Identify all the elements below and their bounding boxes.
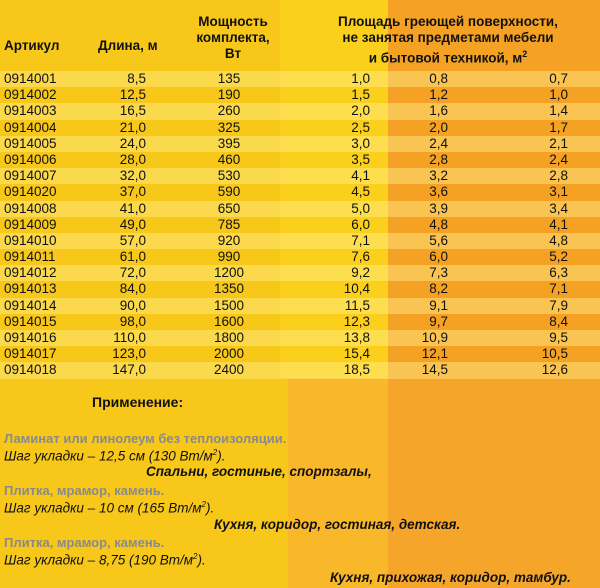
table-row [0,87,600,103]
step-end: ). [217,448,226,464]
cell-article: 0914006 [4,151,57,167]
lower-band [288,378,388,588]
cell-area-1: 9,2 [351,265,370,281]
lower-band [388,378,600,588]
step-text: Шаг укладки – 8,75 (190 Вт/м [4,552,193,568]
cell-area-3: 1,0 [549,87,568,103]
cell-article: 0914003 [4,103,57,119]
cell-article: 0914002 [4,87,57,103]
header-area-line: Площадь греющей поверхности, [338,14,558,29]
cell-power: 990 [217,249,241,265]
spec-table [0,71,600,379]
cell-area-2: 3,2 [429,168,448,184]
cell-power: 1500 [213,297,245,313]
cell-length: 16,5 [119,103,146,119]
cell-area-1: 2,0 [351,103,370,119]
cell-area-1: 7,6 [351,249,370,265]
cell-area-3: 5,2 [549,249,568,265]
application-title: Применение: [92,394,184,410]
cell-power: 590 [217,184,241,200]
cell-length: 37,0 [119,184,146,200]
step-text: Шаг укладки – 10 см (165 Вт/м [4,500,202,516]
cell-area-2: 0,8 [429,71,448,86]
header-area [300,14,596,67]
cell-area-1: 4,1 [351,168,370,184]
cell-area-3: 8,4 [549,313,568,329]
cell-power: 325 [217,119,241,135]
cell-article: 0914004 [4,119,57,135]
cell-article: 0914020 [4,184,57,200]
cell-area-3: 2,4 [549,151,568,167]
table-row [0,281,600,297]
rooms-label: Кухня, коридор, гостиная, детская. [214,517,461,532]
cell-article: 0914011 [4,249,56,265]
cell-article: 0914007 [4,168,57,184]
cell-length: 12,5 [119,87,146,103]
cell-power: 530 [217,168,241,184]
cell-area-3: 4,8 [549,232,568,248]
cell-power: 190 [217,87,241,103]
cell-power: 1800 [213,330,245,345]
cell-area-2: 6,0 [429,249,448,265]
cell-length: 21,0 [119,119,146,135]
cell-length: 61,0 [119,249,146,265]
table-row [0,103,600,119]
cell-article: 0914012 [4,265,57,281]
cell-article: 0914008 [4,200,57,216]
table-row [0,233,600,249]
cell-length: 90,0 [119,297,146,313]
material-label: Плитка, мрамор, камень. [4,535,165,550]
cell-area-3: 6,3 [549,265,568,281]
cell-length: 49,0 [119,216,146,232]
cell-power: 1200 [213,265,245,281]
cell-area-3: 2,8 [549,168,568,184]
cell-area-2: 12,1 [421,346,448,362]
cell-power: 395 [217,135,241,151]
cell-area-3: 9,5 [549,330,568,345]
cell-area-1: 7,1 [351,232,370,248]
table-row [0,249,600,265]
cell-area-3: 2,1 [549,135,568,151]
cell-area-1: 11,5 [344,297,370,313]
header-power-line: Вт [224,46,242,61]
cell-area-2: 1,2 [429,87,448,103]
table-row [0,217,600,233]
header-area-line [300,46,596,67]
step-text: Шаг укладки – 12,5 см (130 Вт/м [4,448,213,464]
table-row [0,298,600,314]
cell-article: 0914010 [4,232,57,248]
table-row [0,201,600,217]
cell-area-1: 5,0 [351,200,370,216]
header-power-line: Мощность [198,14,268,29]
cell-power: 1600 [213,313,245,329]
cell-area-2: 2,0 [429,119,448,135]
cell-area-1: 4,5 [351,184,370,200]
cell-area-1: 2,5 [351,119,370,135]
cell-area-3: 0,7 [549,71,568,86]
cell-power: 920 [217,232,241,248]
cell-length: 72,0 [119,265,146,281]
cell-area-3: 4,1 [549,216,568,232]
step-end: ). [197,552,206,568]
cell-length: 123,0 [112,346,146,362]
header-power-line: комплекта, [196,30,270,45]
step-label [4,552,206,568]
cell-length: 24,0 [119,135,146,151]
cell-length: 110,0 [113,330,146,345]
cell-article: 0914015 [4,313,57,329]
cell-area-1: 15,4 [343,346,370,362]
cell-area-2: 2,4 [429,135,448,151]
step-label [4,500,214,516]
header-length: Длина, м [98,38,158,53]
table-row [0,136,600,152]
cell-length: 41,0 [119,200,146,216]
cell-area-3: 3,4 [549,200,568,216]
material-label: Ламинат или линолеум без теплоизоляции. [4,431,287,446]
cell-area-1: 3,5 [351,151,370,167]
cell-area-2: 9,7 [429,313,448,329]
cell-power: 460 [217,151,241,167]
cell-area-1: 12,3 [343,313,370,329]
cell-article: 0914001 [4,71,57,86]
cell-article: 0914005 [4,135,57,151]
cell-length: 28,0 [119,151,146,167]
cell-power: 2400 [213,362,245,378]
cell-area-1: 1,0 [351,71,370,86]
table-row [0,330,600,346]
cell-area-3: 10,5 [541,346,568,362]
cell-length: 32,0 [119,168,146,184]
cell-length: 98,0 [119,313,146,329]
header-power [188,14,278,62]
cell-length: 84,0 [119,281,146,297]
cell-area-2: 3,9 [429,200,448,216]
rooms-label: Кухня, прихожая, коридор, тамбур. [330,570,571,585]
cell-area-2: 7,3 [429,265,448,281]
table-row [0,184,600,200]
cell-area-2: 9,1 [429,297,448,313]
cell-area-2: 2,8 [429,151,448,167]
cell-area-3: 7,1 [549,281,568,297]
step-label [4,448,225,464]
table-row [0,265,600,281]
material-label: Плитка, мрамор, камень. [4,483,165,498]
table-row [0,168,600,184]
cell-area-1: 1,5 [351,87,370,103]
cell-area-1: 13,8 [343,330,370,345]
cell-power: 2000 [213,346,245,362]
cell-power: 260 [217,103,241,119]
header-area-sup: 2 [522,49,528,59]
cell-length: 8,5 [127,71,146,86]
cell-power: 650 [217,200,241,216]
cell-article: 0914016 [4,330,57,345]
rooms-label: Спальни, гостиные, спортзалы, [146,464,372,479]
cell-article: 0914009 [4,216,57,232]
table-row [0,152,600,168]
header-area-line: не занятая предметами мебели [342,30,554,45]
table-row [0,314,600,330]
cell-area-1: 3,0 [351,135,370,151]
cell-area-1: 6,0 [351,216,370,232]
cell-area-2: 5,6 [429,232,448,248]
cell-area-3: 7,9 [549,297,568,313]
cell-area-3: 12,6 [541,362,568,378]
cell-power: 785 [217,216,241,232]
cell-power: 1350 [213,281,245,297]
cell-article: 0914014 [4,297,57,313]
cell-area-3: 1,7 [549,119,568,135]
cell-power: 135 [217,71,241,86]
step-sup: 2 [201,500,206,509]
step-sup: 2 [193,552,198,561]
cell-article: 0914017 [4,346,57,362]
table-row [0,346,600,362]
table-row [0,362,600,378]
cell-area-2: 8,2 [429,281,448,297]
cell-area-2: 10,9 [421,330,448,345]
cell-area-2: 14,5 [421,362,448,378]
step-end: ). [205,500,215,516]
cell-area-2: 4,8 [429,216,448,232]
table-row [0,71,600,87]
cell-area-1: 10,4 [343,281,370,297]
cell-area-3: 1,4 [549,103,568,119]
cell-area-3: 3,1 [549,184,568,200]
cell-length: 57,0 [119,232,146,248]
cell-length: 147,0 [112,362,146,378]
header-article: Артикул [4,38,60,53]
cell-article: 0914013 [4,281,57,297]
cell-area-2: 3,6 [429,184,448,200]
header-area-text: и бытовой техникой, м [368,50,523,66]
cell-area-2: 1,6 [429,103,448,119]
cell-area-1: 18,5 [343,362,370,378]
step-sup: 2 [212,448,218,457]
lower-band [280,378,288,588]
table-row [0,120,600,136]
cell-article: 0914018 [4,362,57,378]
